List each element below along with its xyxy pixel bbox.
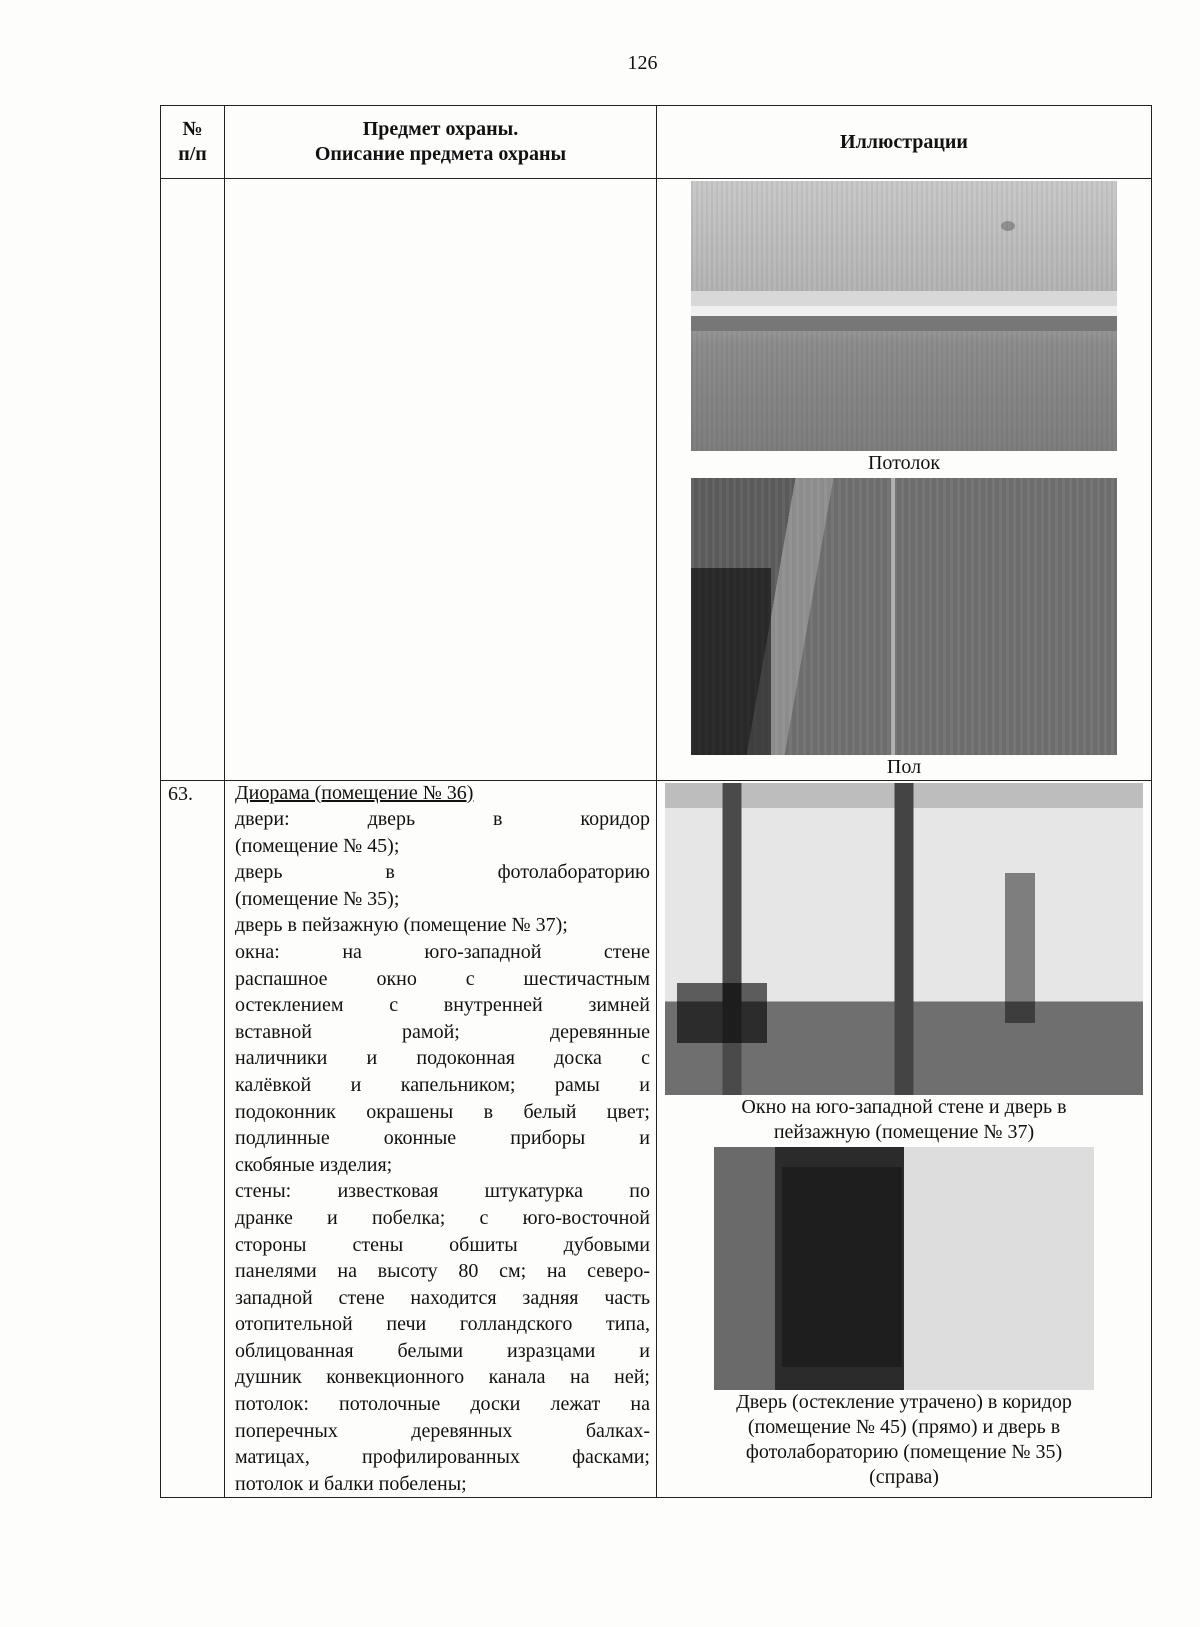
description-line: стороны стены обшиты дубовыми [235, 1233, 650, 1256]
ceiling-caption: Потолок [867, 452, 941, 474]
window-caption-line1: Окно на юго-западной стене и дверь в [741, 1096, 1067, 1118]
header-subject-line2: Описание предмета охраны [314, 143, 567, 165]
description-line: остеклением с внутренней зимней [235, 994, 650, 1017]
floor-photo [691, 478, 1117, 755]
header-number-line1: № [182, 118, 203, 140]
description-line: панелями на высоту 80 см; на северо- [235, 1260, 650, 1283]
description-line: подлинные оконные приборы и [235, 1127, 650, 1150]
table-row-continued [161, 179, 1152, 781]
row-title: Диорама (помещение № 36) [235, 782, 474, 804]
description-line: подоконник окрашены в белый цвет; [235, 1100, 650, 1123]
description-line: окна: на юго-западной стене [235, 940, 650, 963]
illustrations-cell [657, 179, 1152, 781]
page-number: 126 [627, 52, 658, 74]
header-number-line2: п/п [178, 143, 207, 165]
floor-caption: Пол [886, 756, 922, 778]
description-line: матицах, профилированных фасками; [235, 1446, 650, 1469]
description-line: потолок и балки побелены; [235, 1472, 467, 1495]
description-line: поперечных деревянных балках- [235, 1419, 650, 1442]
description-line: двери: дверь в коридор [235, 808, 650, 830]
header-number [161, 106, 225, 179]
door-caption-line2: (помещение № 45) (прямо) и дверь в [747, 1416, 1061, 1438]
window-photo [665, 783, 1143, 1095]
description-line: калёвкой и капельником; рамы и [235, 1073, 650, 1096]
description-line: наличники и подоконная доска с [235, 1047, 650, 1070]
header-subject [225, 106, 657, 179]
header-illustrations: Иллюстрации [657, 106, 1152, 179]
table-row-63 [161, 781, 1152, 1498]
description-line: вставной рамой; деревянные [235, 1020, 650, 1043]
description-line: потолок: потолочные доски лежат на [235, 1393, 650, 1416]
door-caption-line1: Дверь (остекление утрачено) в коридор [736, 1391, 1072, 1413]
door-caption-line3: фотолабораторию (помещение № 35) [745, 1441, 1063, 1463]
window-caption-line2: пейзажную (помещение № 37) [773, 1121, 1035, 1143]
number-cell-empty [161, 179, 225, 781]
ceiling-photo [691, 181, 1117, 451]
row-description [225, 781, 657, 1498]
description-line: душник конвекционного канала на ней; [235, 1366, 650, 1389]
table-header-row [161, 106, 1152, 179]
description-line: дранке и побелка; с юго-восточной [235, 1206, 650, 1229]
description-line: дверь в пейзажную (помещение № 37); [235, 914, 568, 937]
row-number: 63. [161, 781, 225, 1498]
description-line: распашное окно с шестичастным [235, 967, 650, 990]
description-line: отопительной печи голландского типа, [235, 1313, 650, 1336]
door-caption-line4: (справа) [869, 1466, 939, 1488]
protection-table [160, 105, 1152, 1498]
illustrations-cell-63 [657, 781, 1152, 1498]
description-line: западной стене находится задняя часть [235, 1286, 650, 1309]
description-line: (помещение № 45); [235, 834, 400, 857]
description-cell-empty [225, 179, 657, 781]
description-line: (помещение № 35); [235, 887, 400, 910]
header-subject-line1: Предмет охраны. [362, 118, 519, 140]
door-photo [714, 1147, 1094, 1390]
description-line: скобяные изделия; [235, 1153, 393, 1176]
description-line: облицованная белыми изразцами и [235, 1339, 650, 1362]
description-line: стены: известковая штукатурка по [235, 1180, 650, 1203]
description-text [235, 806, 650, 1497]
description-line: дверь в фотолабораторию [235, 861, 650, 884]
